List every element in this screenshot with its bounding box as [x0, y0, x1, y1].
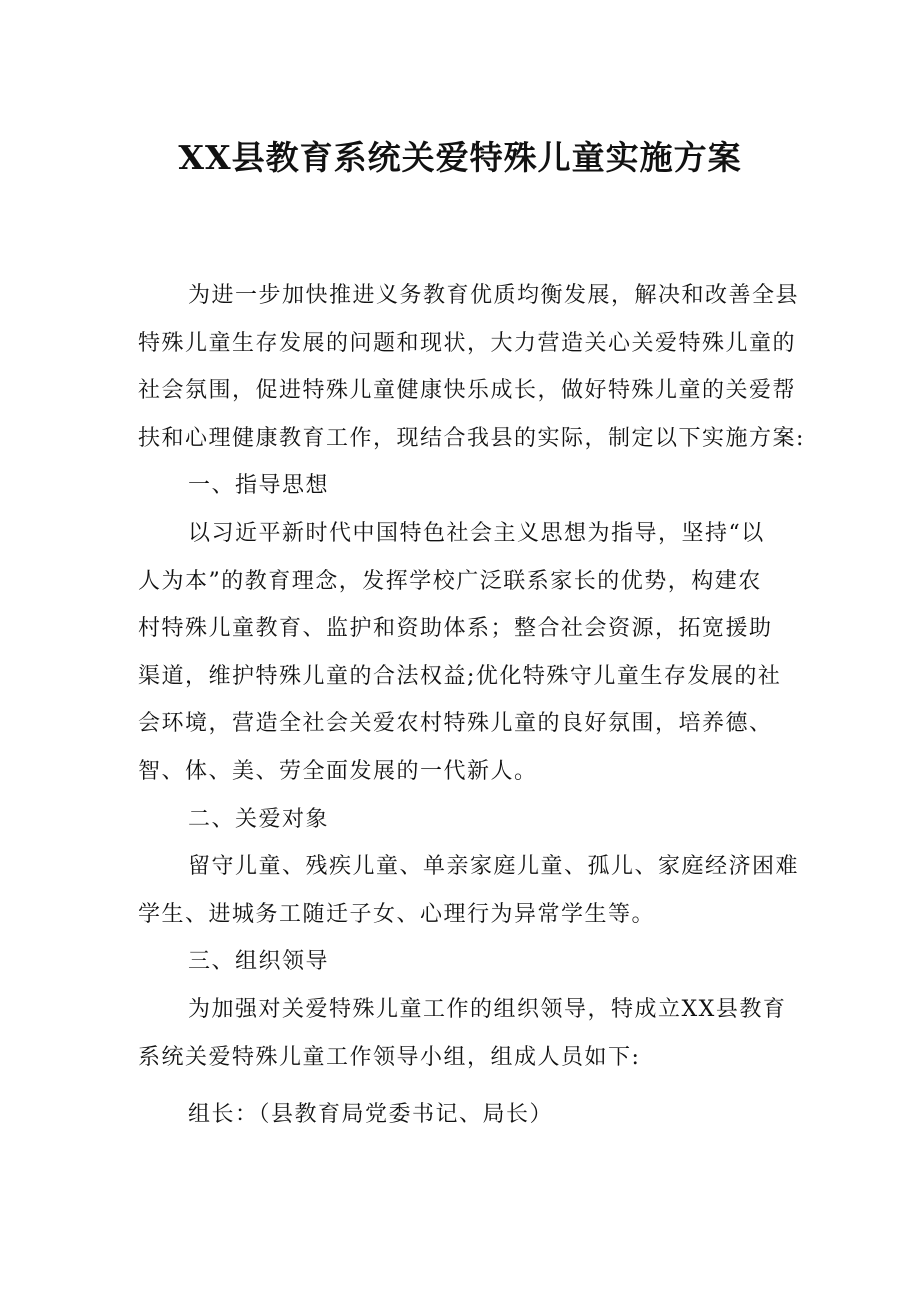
section-heading-organization: 三、组织领导: [188, 949, 330, 975]
section-heading-guiding-ideology: 一、指导思想: [188, 473, 330, 499]
paragraph-line: 留守儿童、残疾儿童、单亲家庭儿童、孤儿、家庭经济困难: [188, 854, 800, 880]
paragraph-line: 村特殊儿童教育、监护和资助体系；整合社会资源，拓宽援助: [138, 616, 773, 642]
paragraph-line: 特殊儿童生存发展的问题和现状，大力营造关心关爱特殊儿童的: [138, 330, 797, 356]
paragraph-line: 会环境，营造全社会关爱农村特殊儿童的良好氛围，培养德、: [138, 711, 773, 737]
paragraph-line: 系统关爱特殊儿童工作领导小组，组成人员如下:: [138, 1044, 641, 1070]
paragraph-line: 智、体、美、劳全面发展的一代新人。: [138, 758, 538, 784]
section1-paragraph: [138, 510, 786, 796]
paragraph-line: 渠道，维护特殊儿童的合法权益;优化特殊守儿童生存发展的社: [138, 663, 782, 689]
document-body: [138, 272, 805, 1139]
section-heading-care-targets: 二、关爱对象: [188, 806, 330, 832]
document-title: XX县教育系统关爱特殊儿童实施方案: [178, 138, 742, 177]
paragraph-line: 为加强对关爱特殊儿童工作的组织领导，特成立XX县教育: [188, 996, 787, 1022]
paragraph-line: 为进一步加快推进义务教育优质均衡发展，解决和改善全县: [188, 283, 800, 308]
intro-paragraph: [138, 272, 805, 462]
paragraph-line: 学生、进城务工随迁子女、心理行为异常学生等。: [138, 901, 656, 927]
section3-paragraph: [138, 986, 786, 1081]
paragraph-line: 人为本”的教育理念，发挥学校广泛联系家长的优势，构建农: [138, 568, 762, 594]
paragraph-line: 扶和心理健康教育工作，现结合我县的实际，制定以下实施方案:: [138, 425, 805, 451]
paragraph-line: 以习近平新时代中国特色社会主义思想为指导，坚持“以: [188, 520, 765, 546]
leader-line: 组长：（县教育局党委书记、局长）: [188, 1102, 554, 1128]
section2-paragraph: [138, 843, 800, 938]
paragraph-line: 社会氛围，促进特殊儿童健康快乐成长，做好特殊儿童的关爱帮: [138, 378, 797, 404]
spacer: [138, 1081, 786, 1091]
